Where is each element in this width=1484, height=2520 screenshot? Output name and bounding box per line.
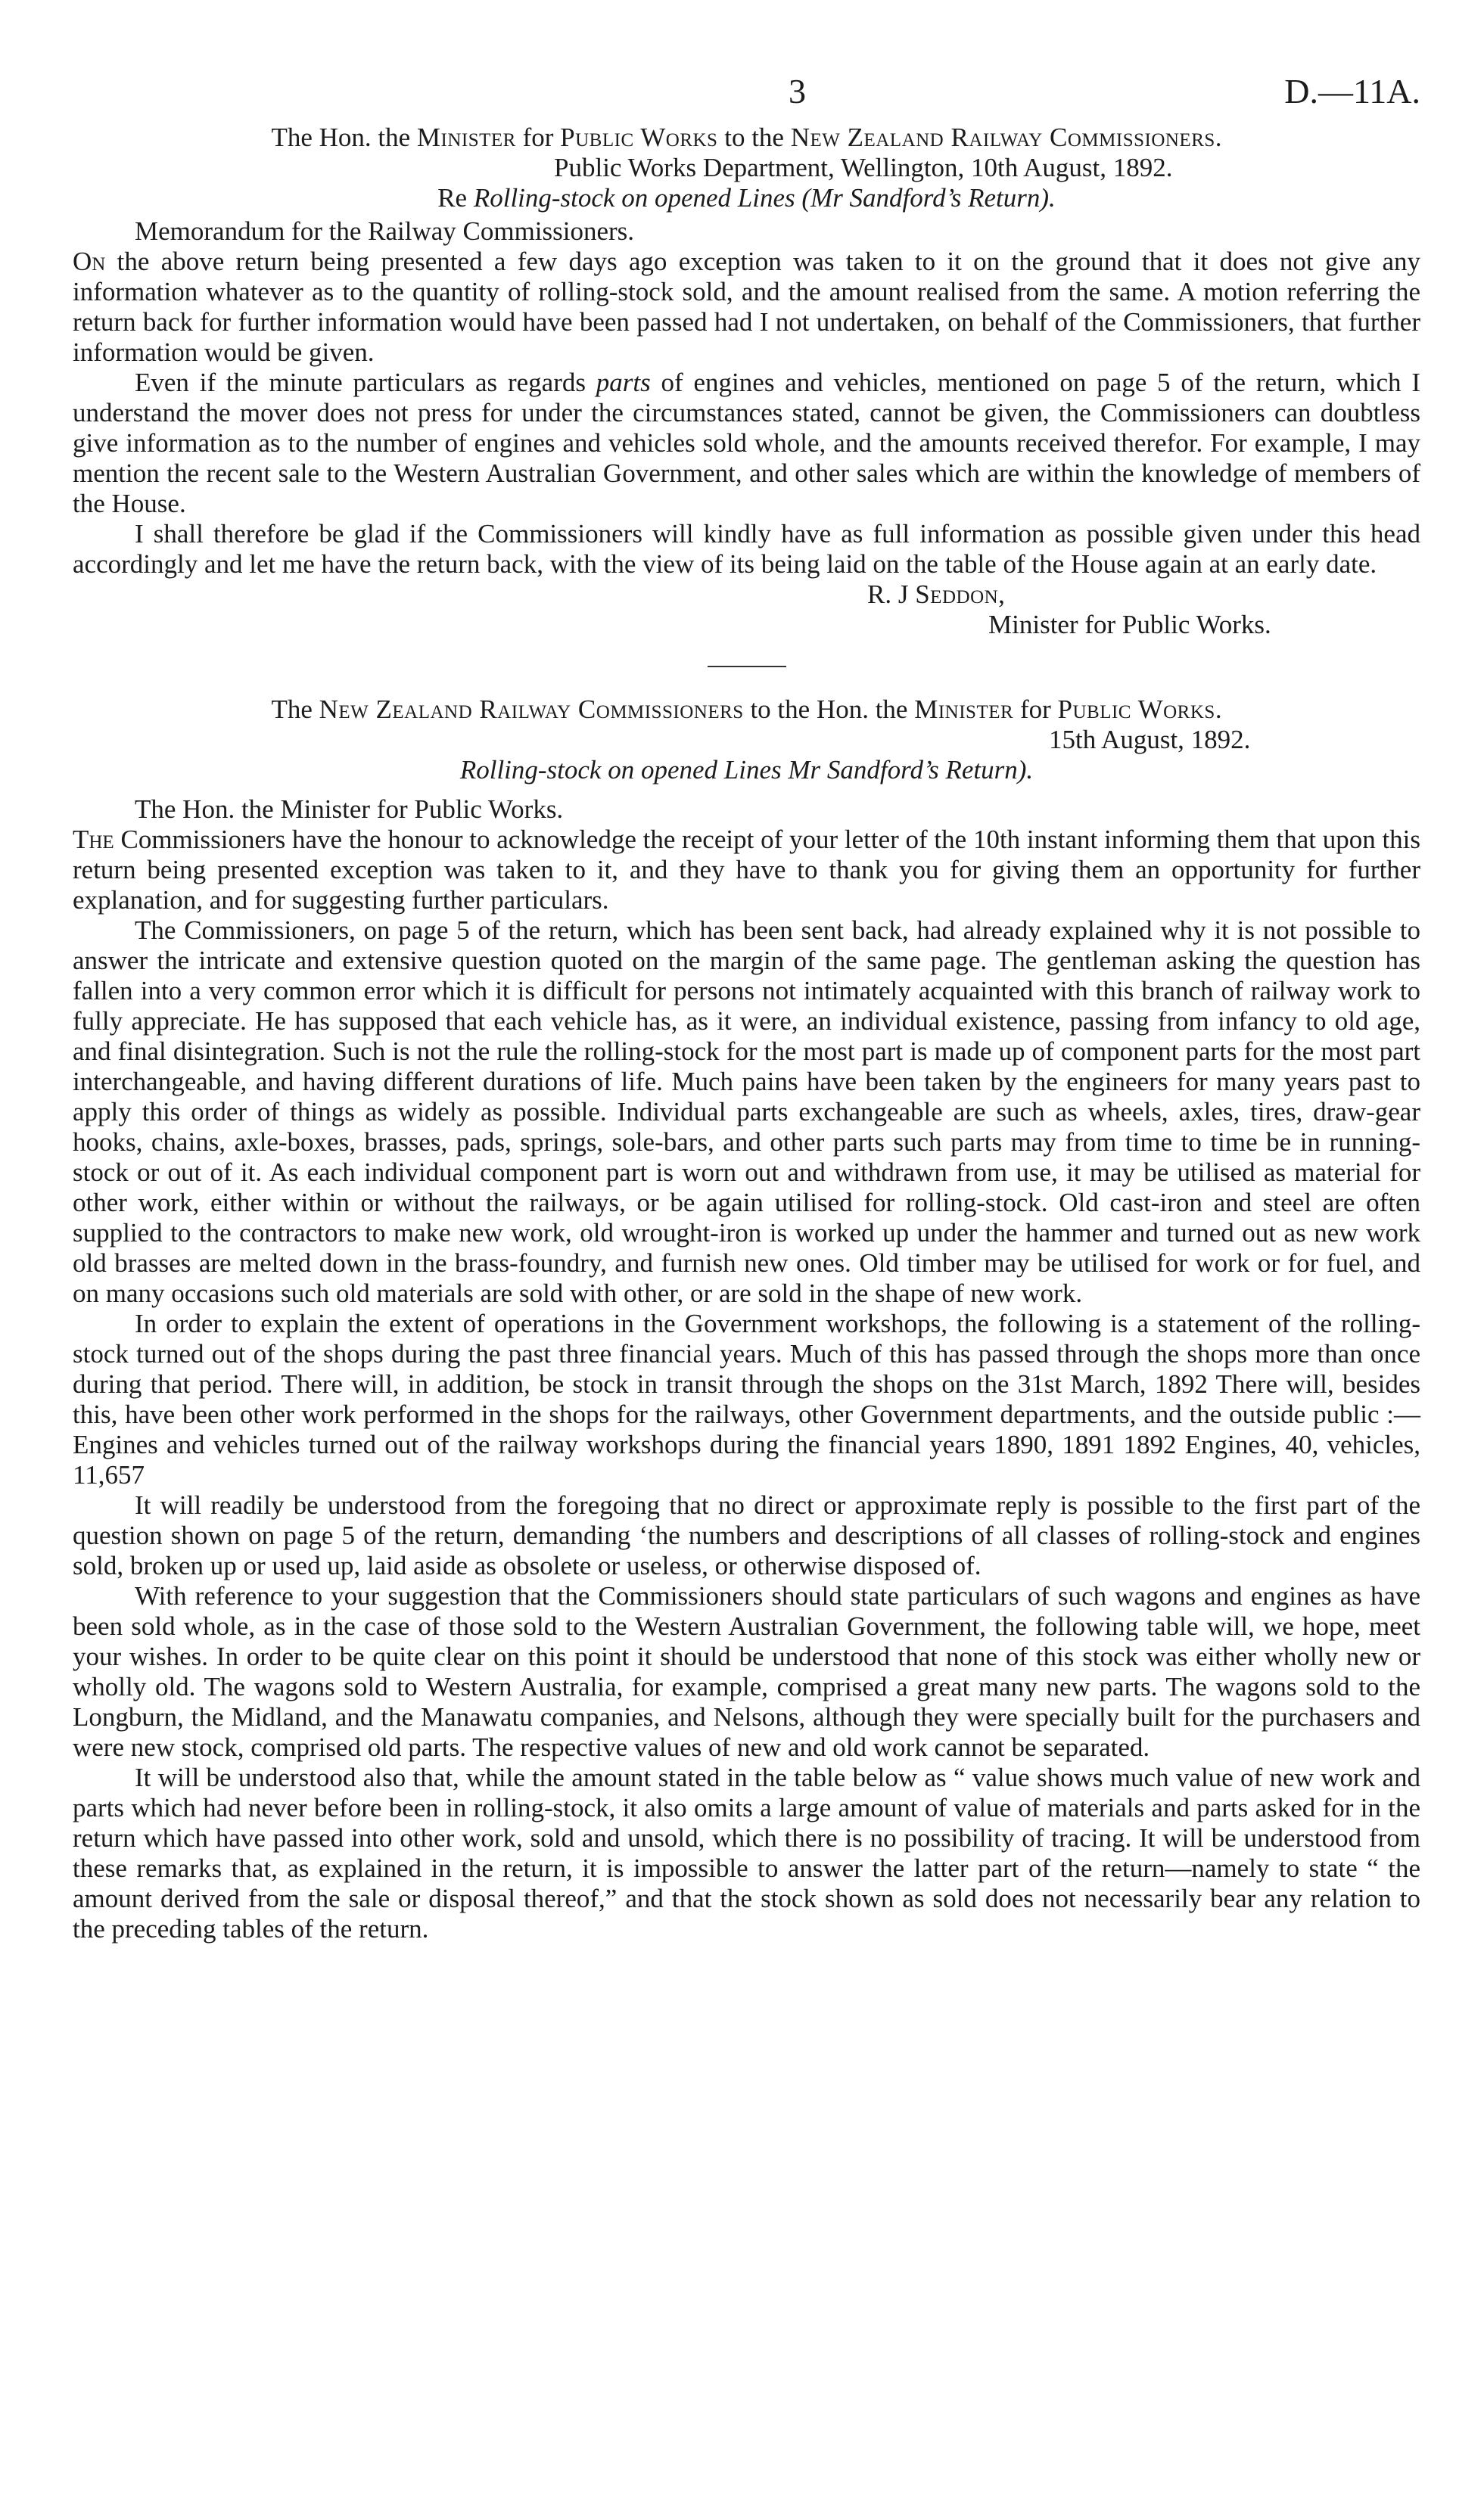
letter2-addressee: The Hon. the Minister for Public Works.: [135, 794, 564, 824]
heading-text: The: [271, 694, 319, 724]
signature-name: Seddon,: [915, 580, 1006, 609]
letter1-signature-title: Minister for Public Works.: [988, 610, 1271, 639]
signature-initials: R. J: [867, 580, 916, 609]
letter1-signature: [73, 580, 1420, 610]
letter2-paragraph-3: In order to explain the extent of operations in the Government workshops, the following is a statement of the rolling-stock turned out of the shops during the past three financial years. Much of this has passed through the shops more than once during that period. There will, in addition, be stock in transit through the shops on the 31st March, 1892 There will, besides this, have been other work performed in the shops for the railways, other Government departments, and the outside public :—Engines and vehicles turned out of the railway workshops during the financial years 1890, 1891 1892 Engines, 40, vehicles, 11,657: [73, 1309, 1420, 1490]
subject-text: Rolling-stock on opened Lines (Mr Sandford’s Return).: [473, 183, 1056, 213]
letter2-paragraph-4: It will readily be understood from the foregoing that no direct or approximate reply is possible to the first part of the question shown on page 5 of the return, demanding ‘the numbers and descriptions of all classes of rolling-stock and engines sold, broken up or used up, laid aside as obsolete or useless, or otherwise disposed of.: [73, 1490, 1420, 1580]
letter2-paragraph-5: With reference to your suggestion that the Commissioners should state particulars of such wagons and engines as have been sold whole, as in the case of those sold to the Western Australian Government, the following table will, we hope, meet your wishes. In order to be quite clear on this point it should be understood that none of this stock was either wholly new or wholly old. The wagons sold to Western Australia, for example, comprised a great many new parts. The wagons sold to the Longburn, the Midland, and the Manawatu companies, and Nelsons, although they were specially built for the purchasers and were new stock, comprised old parts. The respective values of new and old work cannot be separated.: [73, 1581, 1420, 1762]
heading-text: for: [515, 123, 561, 152]
letter1-paragraph-1: [73, 247, 1420, 368]
heading-text: to the Hon. the: [743, 694, 915, 724]
heading-minister: Minister: [914, 694, 1014, 724]
letter2-heading: [73, 694, 1420, 725]
heading-commissioners: New Zealand Railway Commissioners: [790, 123, 1215, 152]
heading-text: .: [1215, 694, 1222, 724]
letter1-place-date: Public Works Department, Wellington, 10th August, 1892.: [554, 153, 1173, 182]
letter2-subject: [73, 755, 1420, 785]
letter1-subject: [73, 183, 1420, 213]
page-header: [73, 73, 1420, 123]
letter2-paragraph-6: It will be understood also that, while the amount stated in the table below as “ value shows much value of new work and parts which had never before been in rolling-stock, it also omits a large amount of value of materials and parts asked for in the return which have passed into other work, sold and unsold, which there is no possibility of tracing. It will be understood from these remarks that, as explained in the return, it is impossible to answer the latter part of the return—namely to state “ the amount derived from the sale or disposal thereof,” and that the stock shown as sold does not necessarily bear any relation to the preceding tables of the return.: [73, 1763, 1420, 1944]
heading-public-works: Public Works: [1057, 694, 1215, 724]
letter2-date: 15th August, 1892.: [1049, 725, 1251, 754]
letter1-paragraph-2: [73, 368, 1420, 519]
letter1-heading: [73, 123, 1420, 153]
heading-commissioners: New Zealand Railway Commissioners: [319, 694, 744, 724]
heading-text: The Hon. the: [271, 123, 417, 152]
heading-minister: Minister: [416, 123, 516, 152]
letter1-paragraph-3: I shall therefore be glad if the Commissioners will kindly have as full information as possible given under this head accordingly and let me have the return back, with the view of its being laid on the table of the House again at an early date.: [73, 519, 1420, 579]
heading-text: .: [1215, 123, 1222, 152]
heading-text: for: [1013, 694, 1058, 724]
letter1-memo-line: Memorandum for the Railway Commissioners.: [135, 216, 635, 246]
paragraph-emphasis: parts: [596, 368, 651, 397]
subject-text: Rolling-stock on opened Lines Mr Sandford’s Return).: [459, 755, 1034, 785]
heading-text: to the: [717, 123, 791, 152]
paragraph-lead: On: [73, 247, 106, 276]
paragraph-text: of engines and vehicles, mentioned on page 5 of the return, which I understand the mover does not press for under the circumstances stated, cannot be given, the Commissioners can doubtless give information as to the number of engines and vehicles sold whole, and the amounts received therefor. For example, I may mention the recent sale to the Western Australian Government, and other sales which are within the knowledge of members of the House.: [73, 368, 1421, 518]
paragraph-text: Even if the minute particulars as regards: [135, 368, 596, 397]
heading-public-works: Public Works: [560, 123, 718, 152]
letter2-paragraph-2: The Commissioners, on page 5 of the return, which has been sent back, had already explained why it is not possible to answer the intricate and extensive question quoted on the margin of the same page. The gentleman asking the question has fallen into a very common error which it is difficult for persons not intimately acquainted with this branch of railway work to fully appreciate. He has supposed that each vehicle has, as it were, an individual existence, passing from infancy to old age, and final disintegration. Such is not the rule the rolling-stock for the most part is made up of component parts for the most part interchangeable, and having different durations of life. Much pains have been taken by the engineers for many years past to apply this order of things as widely as possible. Individual parts exchangeable are such as wheels, axles, tires, draw-gear hooks, chains, axle-boxes, brasses, pads, springs, sole-bars, and other parts such parts may from time to time be in running-stock or out of it. As each individual component part is worn out and withdrawn from use, it may be utilised as material for other work, either within or without the railways, or be again utilised for rolling-stock. Old cast-iron and steel are often supplied to the contractors to make new work, old wrought-iron is worked up under the hammer and turned out as new work old brasses are melted down in the brass-foundry, and furnish new ones. Old timber may be utilised for work or for fuel, and on many occasions such old materials are sold with other, or are sold in the shape of new work.: [73, 915, 1420, 1308]
paragraph-text: Commissioners have the honour to acknowledge the receipt of your letter of the 10th instant informing them that upon this return being presented exception was taken to it, and they have to thank you for giving them an opportunity for further explanation, and for suggesting further particulars.: [73, 825, 1421, 915]
paragraph-lead: The: [73, 825, 114, 854]
page-number: 3: [789, 72, 806, 110]
paragraph-text: the above return being presented a few days ago exception was taken to it on the ground that it does not give any information whatever as to the quantity of rolling-stock sold, and the amount realised from the same. A motion referring the return back for further information would have been passed had I not undertaken, on behalf of the Commissioners, that further information would be given.: [73, 247, 1420, 367]
section-divider: [708, 666, 786, 667]
letter2-paragraph-1: [73, 825, 1420, 915]
document-reference: D.—11A.: [1284, 72, 1420, 110]
subject-prefix: Re: [437, 183, 474, 213]
